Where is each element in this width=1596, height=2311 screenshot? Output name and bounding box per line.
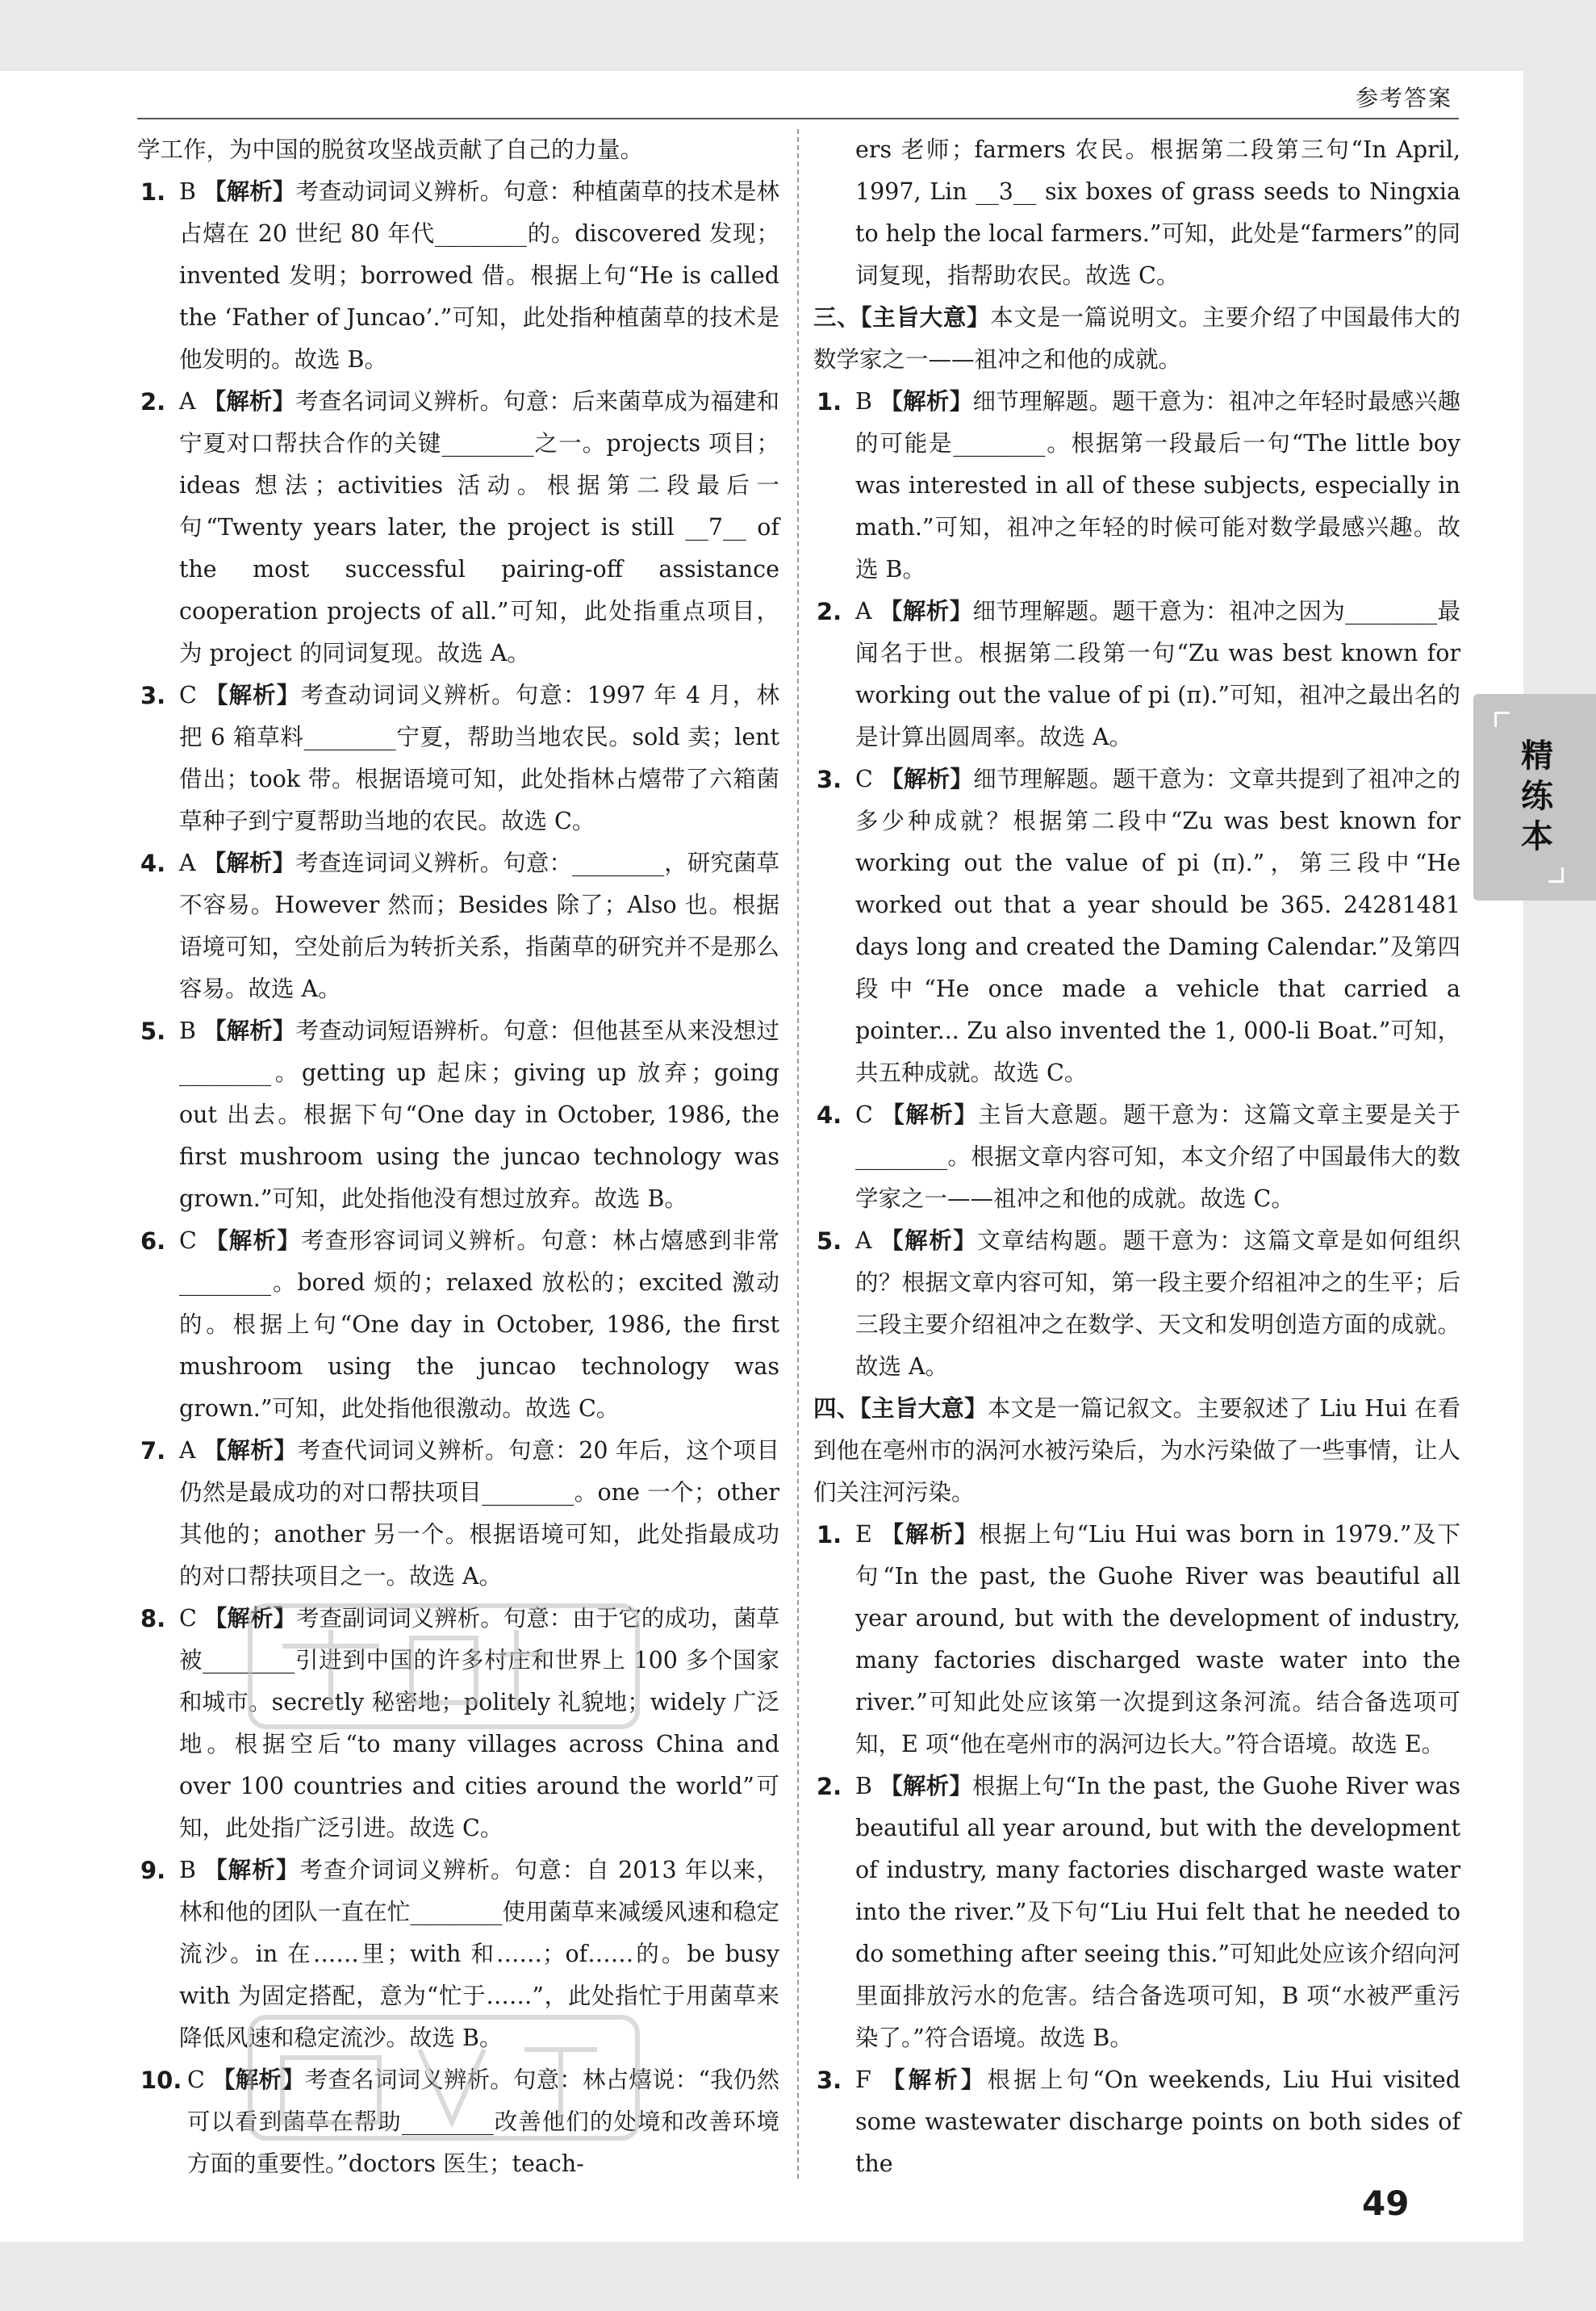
analysis-tag: 【解析】: [204, 1857, 300, 1883]
continued-text: ers 老师；farmers 农民。根据第二段第三句“In April, 1997, Lin __3__ six boxes of grass seeds to Ningxia to help the local farmers.”可知，此处是“farmers”的同词复现，指帮助农民。故选 C。: [855, 136, 1460, 289]
item-answer: C: [179, 1605, 197, 1632]
item-number: 2.: [817, 1773, 842, 1800]
item-answer: A: [179, 850, 196, 876]
page-number: 49: [1362, 2184, 1410, 2223]
item-number: 4.: [817, 1101, 842, 1129]
item-explanation: 考查动词词义辨析。句意：种植菌草的技术是林占熺在 20 世纪 80 年代________的。discovered 发现；invented 发明；borrowed 借。根据上句“He is called the ‘Father of Juncao’.”可知，此处指种植菌草的技术是他发明的。故选 B。: [179, 178, 779, 373]
section-3-label: 三、【主旨大意】: [813, 304, 991, 331]
s3-answer-item-5: [813, 1220, 1460, 1388]
analysis-tag: 【解析】: [203, 1018, 296, 1044]
item-answer: C: [187, 2067, 205, 2093]
item-number: 10.: [140, 2067, 182, 2094]
analysis-tag: 【解析】: [212, 2067, 305, 2093]
item-number: 5.: [140, 1018, 166, 1045]
item-number: 7.: [140, 1437, 166, 1465]
item-number: 1.: [140, 178, 166, 206]
header-title: 参考答案: [1355, 85, 1452, 111]
side-tab: [1473, 694, 1596, 901]
analysis-tag: 【解析】: [203, 178, 296, 205]
column-divider: [797, 129, 799, 2179]
item-answer: A: [179, 1437, 196, 1464]
bracket-top-icon: [1494, 712, 1510, 727]
item-explanation: 考查副词词义辨析。句意：由于它的成功，菌草被________引进到中国的许多村庄和世界上 100 多个国家和城市。secretly 秘密地；politely 礼貌地；widely 广泛地。根据空后“to many villages across China and over 100 countries and cities around the world”可知，此处指广泛引进。故选 C。: [179, 1605, 779, 1841]
item-answer: B: [855, 1773, 872, 1799]
item-answer: C: [855, 766, 873, 792]
item-answer: A: [179, 388, 196, 415]
item-explanation: 考查名词词义辨析。句意：后来菌草成为福建和宁夏对口帮扶合作的关键________之一。projects 项目；ideas 想法；activities 活动。根据第二段最后一句“Twenty years later, the project is still __7__ of the most successful pairing-off assistance cooperation projects of all.”可知，此处指重点项目，为 project 的同词复现。故选 A。: [179, 388, 779, 667]
analysis-tag: 【解析】: [203, 1605, 297, 1632]
item-answer: C: [855, 1101, 873, 1128]
side-tab-label: 精练本: [1521, 738, 1553, 855]
answer-item-2: [137, 381, 779, 675]
continued-explanation: [813, 129, 1460, 297]
s3-answer-item-1: [813, 381, 1460, 591]
item-number: 6.: [140, 1227, 166, 1255]
analysis-tag: 【解析】: [203, 1437, 298, 1464]
item-number: 3.: [140, 682, 166, 709]
analysis-tag: 【解析】: [879, 388, 973, 415]
item-answer: B: [179, 1018, 196, 1044]
analysis-tag: 【解析】: [879, 598, 973, 625]
item-explanation: 考查介词词义辨析。句意：自 2013 年以来，林和他的团队一直在忙________使用菌草来减缓风速和稳定流沙。in 在……里；with 和……；of……的。be busy with 为固定搭配，意为“忙于……”，此处指忙于用菌草来降低风速和稳定流沙。故选 B。: [179, 1857, 779, 2051]
item-number: 8.: [140, 1605, 166, 1632]
answer-item-4: [137, 842, 779, 1010]
item-answer: A: [855, 598, 872, 625]
item-number: 2.: [817, 598, 842, 625]
s3-answer-item-2: [813, 591, 1460, 758]
section-4-heading: [813, 1388, 1460, 1514]
item-explanation: 考查代词词义辨析。句意：20 年后，这个项目仍然是最成功的对口帮扶项目________。one 一个；other 其他的；another 另一个。根据语境可知，此处指最成功的对口帮扶项目之一。故选 A。: [179, 1437, 779, 1590]
item-answer: C: [179, 1227, 197, 1254]
bracket-bottom-icon: [1548, 867, 1564, 883]
item-answer: A: [855, 1227, 872, 1254]
analysis-tag: 【解析】: [880, 1227, 978, 1254]
analysis-tag: 【解析】: [881, 2067, 988, 2093]
section-3-heading: [813, 297, 1460, 381]
item-answer: C: [179, 682, 197, 708]
item-explanation: 细节理解题。题干意为：文章共提到了祖冲之的多少种成就？根据第二段中“Zu was best known for working out the value of pi (π).”，第三段中“He worked out that a year should be 365. 24281481 days long and created the Daming Calendar.”及第四段中“He once made a vehicle that carried a pointer... Zu also invented the 1, 000-li Boat.”可知，共五种成就。故选 C。: [855, 766, 1460, 1086]
s3-answer-item-3: [813, 758, 1460, 1094]
item-explanation: 考查连词词义辨析。句意：________，研究菌草不容易。However 然而；Besides 除了；Also 也。根据语境可知，空处前后为转折关系，指菌草的研究并不是那么容易。故选 A。: [179, 850, 779, 1002]
section-4-summary: 本文是一篇记叙文。主要叙述了 Liu Hui 在看到他在亳州市的涡河水被污染后，为水污染做了一些事情，让人们关注河污染。: [813, 1395, 1460, 1506]
item-number: 4.: [140, 850, 166, 877]
analysis-tag: 【解析】: [881, 1101, 979, 1128]
analysis-tag: 【解析】: [879, 1773, 973, 1799]
s4-answer-item-2: [813, 1766, 1460, 2059]
answer-item-5: [137, 1010, 779, 1220]
item-answer: F: [855, 2067, 871, 2093]
answer-item-8: [137, 1598, 779, 1849]
analysis-tag: 【解析】: [880, 766, 974, 792]
section-4-label: 四、【主旨大意】: [813, 1395, 988, 1422]
analysis-tag: 【解析】: [203, 850, 296, 876]
answer-item-10: [137, 2059, 779, 2185]
item-answer: B: [179, 178, 196, 205]
item-explanation: 考查动词词义辨析。句意：1997 年 4 月，林把 6 箱草料________宁夏，帮助当地农民。sold 卖；lent 借出；took 带。根据语境可知，此处指林占熺带了六箱菌草种子到宁夏帮助当地的农民。故选 C。: [179, 682, 780, 834]
item-number: 3.: [817, 766, 842, 793]
item-number: 1.: [817, 1521, 842, 1548]
item-explanation: 考查动词短语辨析。句意：但他甚至从来没想过________。getting up 起床；giving up 放弃；going out 出去。根据下句“One day in October, 1986, the first mushroom using the juncao technology was grown.”可知，此处指他没有想过放弃。故选 B。: [179, 1018, 779, 1212]
item-answer: B: [855, 388, 872, 415]
item-answer: B: [179, 1857, 196, 1883]
item-explanation: 文章结构题。题干意为：这篇文章是如何组织的？根据文章内容可知，第一段主要介绍祖冲之的生平；后三段主要介绍祖冲之在数学、天文和发明创造方面的成就。故选 A。: [855, 1227, 1460, 1380]
analysis-tag: 【解析】: [203, 388, 296, 415]
left-column: [137, 129, 779, 2185]
answer-item-3: [137, 675, 779, 842]
answer-item-6: [137, 1220, 779, 1430]
item-explanation: 细节理解题。题干意为：祖冲之年轻时最感兴趣的可能是________。根据第一段最后一句“The little boy was interested in all of these subjects, especially in math.”可知，祖冲之年轻的时候可能对数学最感兴趣。故选 B。: [855, 388, 1460, 583]
item-explanation: 细节理解题。题干意为：祖冲之因为________最闻名于世。根据第二段第一句“Zu was best known for working out the value of pi (π).”可知，祖冲之最出名的是计算出圆周率。故选 A。: [855, 598, 1460, 750]
item-number: 1.: [817, 388, 842, 416]
item-explanation: 考查名词词义辨析。句意：林占熺说：“我仍然可以看到菌草在帮助________改善他们的处境和改善环境方面的重要性。”doctors 医生；teach-: [187, 2067, 779, 2177]
item-number: 5.: [817, 1227, 842, 1255]
item-explanation: 考查形容词词义辨析。句意：林占熺感到非常________。bored 烦的；relaxed 放松的；excited 激动的。根据上句“One day in October, 1986, the first mushroom using the juncao technology was grown.”可知，此处指他很激动。故选 C。: [179, 1227, 779, 1422]
answer-item-9: [137, 1849, 779, 2059]
right-column: [813, 129, 1460, 2185]
header-rule: [137, 118, 1459, 119]
item-number: 9.: [140, 1857, 166, 1884]
answer-item-7: [137, 1430, 779, 1598]
item-number: 3.: [817, 2067, 842, 2094]
analysis-tag: 【解析】: [880, 1521, 980, 1548]
item-explanation: 根据上句“Liu Hui was born in 1979.”及下句“In the past, the Guohe River was beautiful all year around, but with the development of industry, many factories discharged waste water into the river.”可知此处应该第一次提到这条河流。结合备选项可知，E 项“他在亳州市的涡河边长大。”符合语境。故选 E。: [855, 1521, 1460, 1757]
item-answer: E: [855, 1521, 872, 1548]
item-explanation: 根据上句“In the past, the Guohe River was beautiful all year around, but with the development of industry, many factories discharged waste water into the river.”及下句“Liu Hui felt that he needed to do something after seeing this.”可知此处应该介绍向河里面排放污水的危害。结合备选项可知，B 项“水被严重污染了。”符合语境。故选 B。: [855, 1773, 1460, 2051]
item-explanation: 根据上句“On weekends, Liu Hui visited some wastewater discharge points on both sides of the: [855, 2067, 1460, 2177]
analysis-tag: 【解析】: [204, 682, 301, 708]
s4-answer-item-1: [813, 1514, 1460, 1766]
analysis-tag: 【解析】: [205, 1227, 301, 1254]
item-number: 2.: [140, 388, 166, 416]
intro-text: 学工作，为中国的脱贫攻坚战贡献了自己的力量。: [137, 136, 644, 163]
section-3-summary: 本文是一篇说明文。主要介绍了中国最伟大的数学家之一——祖冲之和他的成就。: [813, 304, 1460, 373]
item-explanation: 主旨大意题。题干意为：这篇文章主要是关于________。根据文章内容可知，本文介绍了中国最伟大的数学家之一——祖冲之和他的成就。故选 C。: [855, 1101, 1460, 1212]
answer-item-1: [137, 171, 779, 381]
s4-answer-item-3: [813, 2059, 1460, 2185]
s3-answer-item-4: [813, 1094, 1460, 1220]
